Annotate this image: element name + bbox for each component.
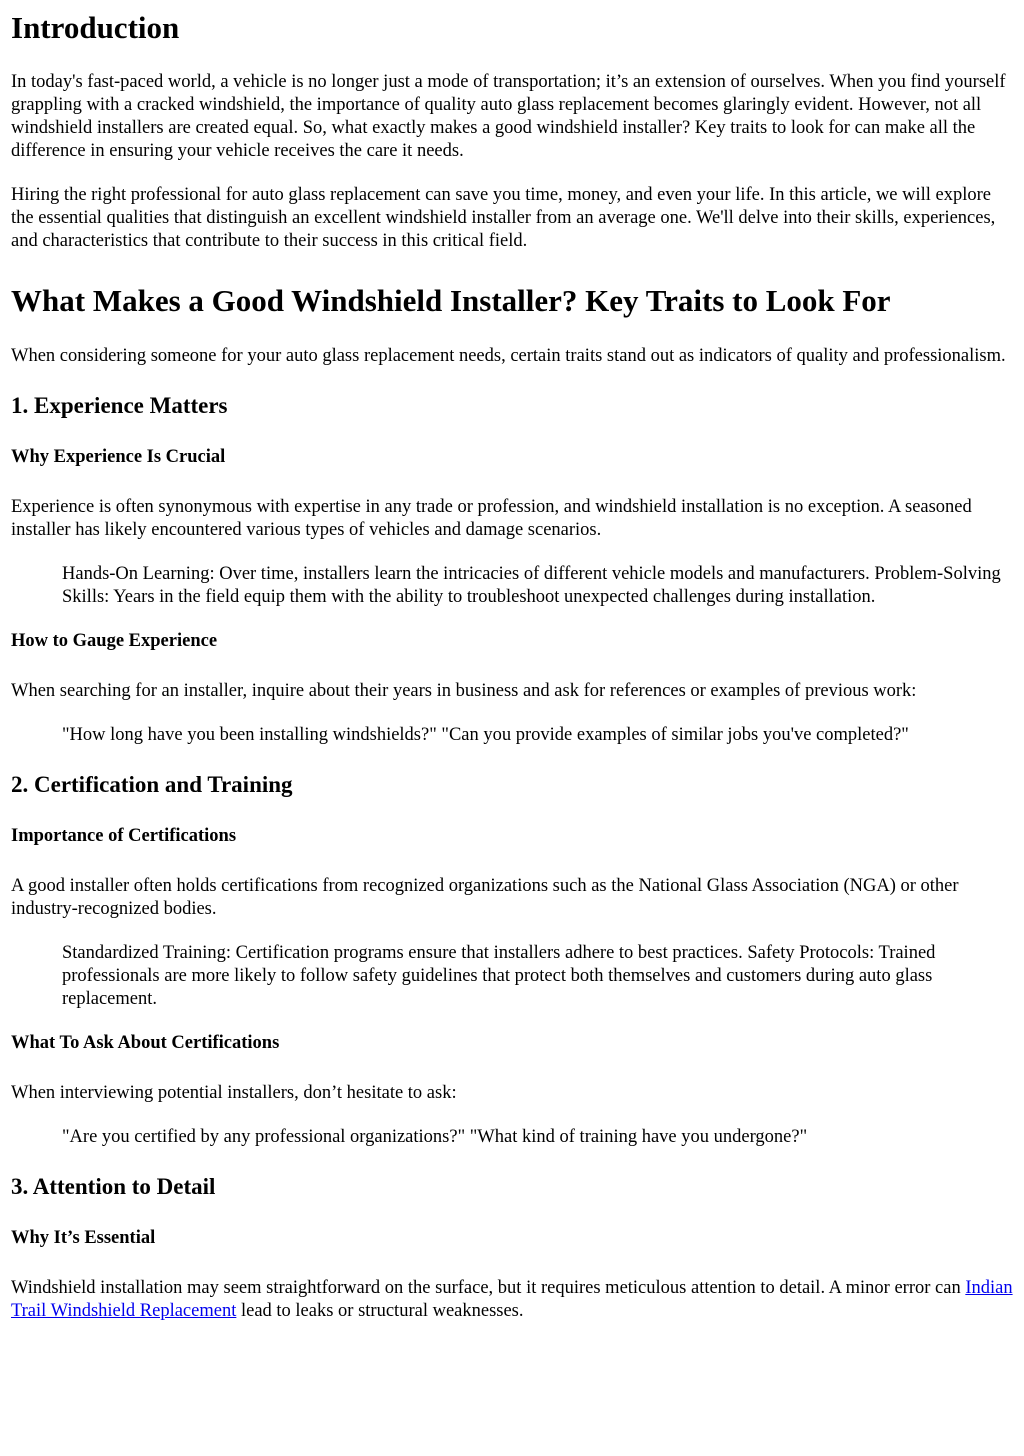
windshield-replacement-link[interactable]: Indian Trail Windshield Replacement — [11, 1278, 1013, 1321]
section-3-text-after-link: lead to leaks or structural weaknesses. — [236, 1301, 524, 1321]
section-1-paragraph-1: Experience is often synonymous with expertise in any trade or profession, and windshield installation is no exception. A seasoned installer has likely encountered various types of vehicles and damage scenarios. — [11, 497, 972, 540]
section-2-list-1: Standardized Training: Certification programs ensure that installers adhere to best practices. Safety Protocols: Trained professionals are more likely to follow safety guidelines that protect both themselves and customers during auto glass replacement. — [62, 943, 936, 1009]
section-2-subheading-2: What To Ask About Certifications — [11, 1033, 280, 1053]
main-heading: What Makes a Good Windshield Installer? Key Traits to Look For — [11, 283, 891, 318]
section-1-subheading-1: Why Experience Is Crucial — [11, 447, 226, 467]
intro-paragraph-1: In today's fast-paced world, a vehicle is no longer just a mode of transportation; it’s an extension of ourselves. When you find yourself grappling with a cracked windshield, the importance of quality auto glass replacement becomes glaringly evident. However, not all windshield installers are created equal. So, what exactly makes a good windshield installer? Key traits to look for can make all the difference in ensuring your vehicle receives the care it needs. — [11, 72, 1006, 161]
intro-heading: Introduction — [11, 10, 180, 45]
section-2-list-2: "Are you certified by any professional organizations?" "What kind of training have you undergone?" — [62, 1127, 808, 1147]
section-1-list-1: Hands-On Learning: Over time, installers learn the intricacies of different vehicle models and manufacturers. Problem-Solving Skills: Years in the field equip them with the ability to troubleshoot unexpected challenges during installation. — [62, 564, 1001, 607]
section-3-subheading-1: Why It’s Essential — [11, 1228, 156, 1248]
section-2-subheading-1: Importance of Certifications — [11, 826, 237, 846]
section-1-list-2: "How long have you been installing windshields?" "Can you provide examples of similar jobs you've completed?" — [62, 725, 909, 745]
section-1-paragraph-2: When searching for an installer, inquire about their years in business and ask for references or examples of previous work: — [11, 681, 917, 701]
section-2-heading: 2. Certification and Training — [11, 772, 293, 797]
section-1-subheading-2: How to Gauge Experience — [11, 631, 218, 651]
section-2-paragraph-2: When interviewing potential installers, don’t hesitate to ask: — [11, 1083, 457, 1103]
section-3-text-before-link: Windshield installation may seem straightforward on the surface, but it requires meticulous attention to detail. A minor error can — [11, 1278, 966, 1298]
main-paragraph: When considering someone for your auto glass replacement needs, certain traits stand out as indicators of quality and professionalism. — [11, 346, 1006, 366]
article — [0, 10, 1024, 1323]
section-3-paragraph-1 — [11, 1277, 1013, 1323]
section-1-heading: 1. Experience Matters — [11, 393, 228, 418]
intro-paragraph-2: Hiring the right professional for auto glass replacement can save you time, money, and even your life. In this article, we will explore the essential qualities that distinguish an excellent windshield installer from an average one. We'll delve into their skills, experiences, and characteristics that contribute to their success in this critical field. — [11, 185, 996, 251]
section-3-heading: 3. Attention to Detail — [11, 1174, 216, 1199]
section-2-paragraph-1: A good installer often holds certifications from recognized organizations such as the National Glass Association (NGA) or other industry-recognized bodies. — [11, 876, 959, 919]
